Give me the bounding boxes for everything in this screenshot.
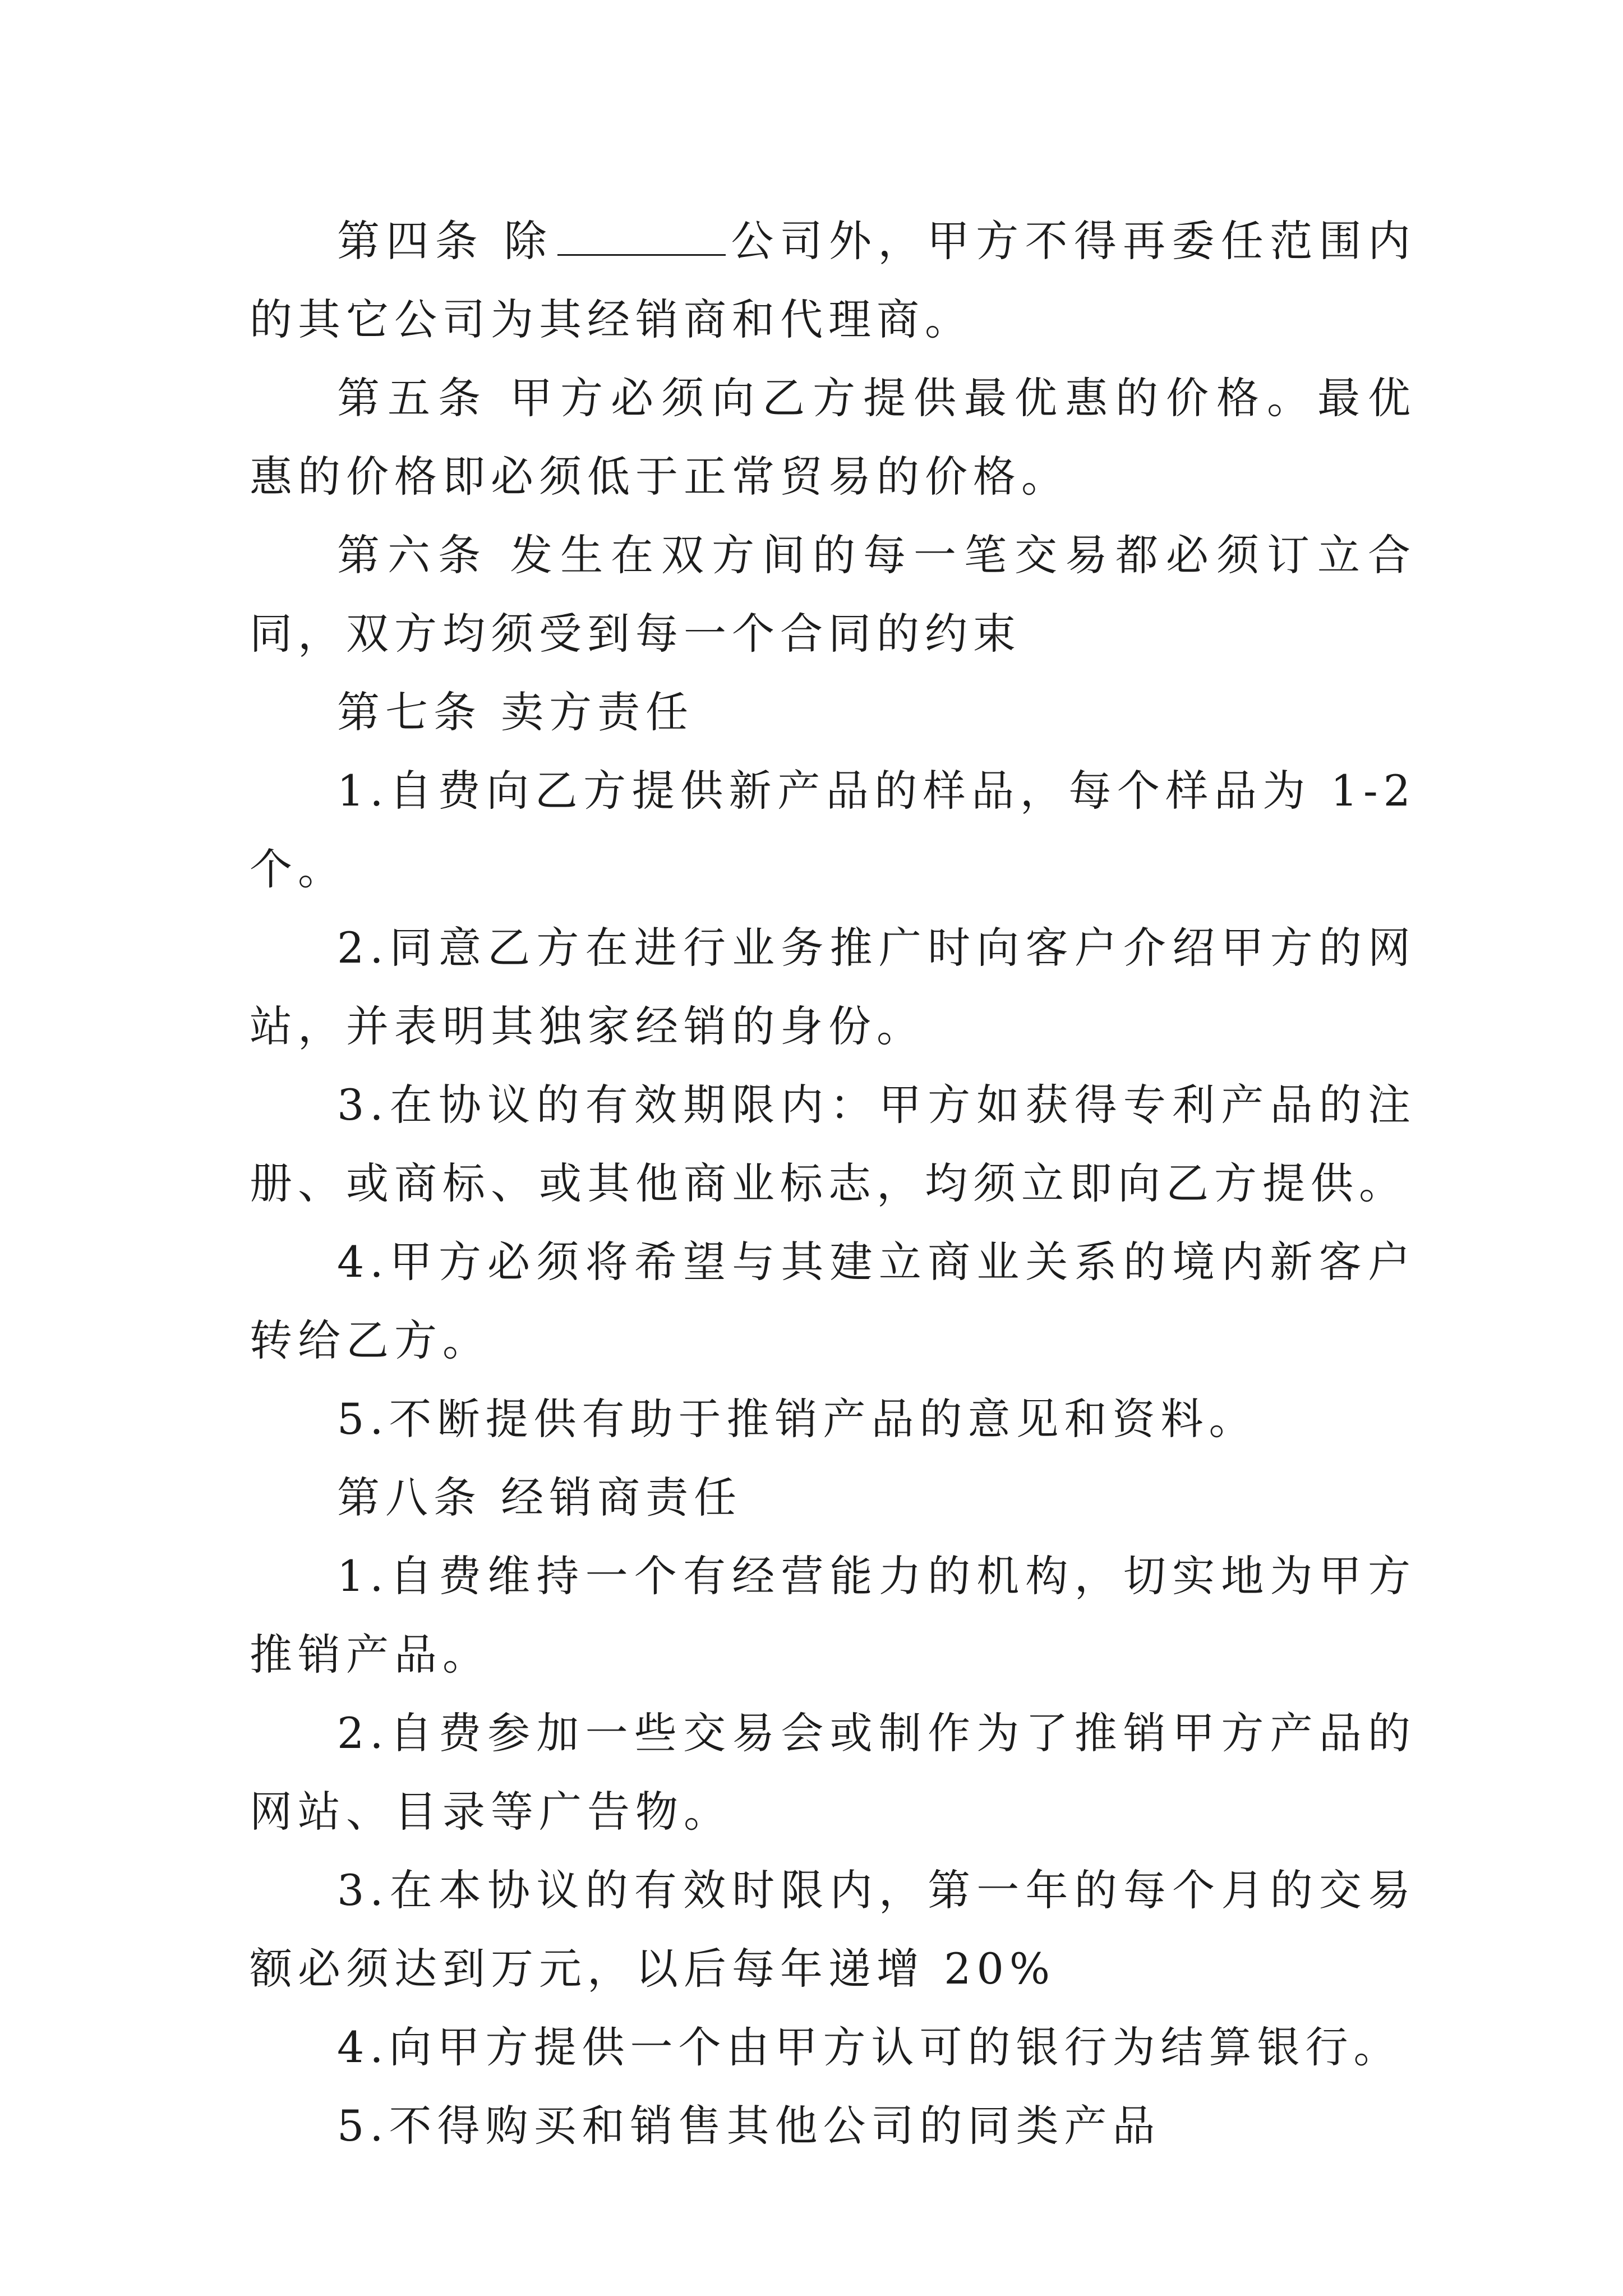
- article-8-item-1: 1.自费维持一个有经营能力的机构，切实地为甲方推销产品。: [250, 1551, 1416, 1680]
- article-8-item-3: 3.在本协议的有效时限内，第一年的每个月的交易额必须达到万元，以后每年递增 20%: [250, 1865, 1416, 1994]
- article-8-item-5: 5.不得购买和销售其他公司的同类产品: [337, 2101, 1161, 2151]
- document-body: [250, 202, 1416, 2165]
- article-7-item-1: 1.自费向乙方提供新产品的样品，每个样品为 1-2 个。: [250, 766, 1416, 894]
- article-8-item-2: 2.自费参加一些交易会或制作为了推销甲方产品的网站、目录等广告物。: [250, 1708, 1416, 1837]
- article-8-title: 第八条 经销商责任: [337, 1473, 743, 1522]
- article-5: 第五条 甲方必须向乙方提供最优惠的价格。最优惠的价格即必须低于正常贸易的价格。: [250, 373, 1416, 501]
- blank-field: [557, 215, 726, 256]
- article-4: [250, 202, 1416, 359]
- article-4-head: 第四条 除: [337, 216, 553, 266]
- article-7-item-4: 4.甲方必须将希望与其建立商业关系的境内新客户转给乙方。: [250, 1237, 1416, 1365]
- article-6: 第六条 发生在双方间的每一笔交易都必须订立合同，双方均须受到每一个合同的约束: [250, 530, 1416, 659]
- article-8-item-4: 4.向甲方提供一个由甲方认可的银行为结算银行。: [337, 2022, 1402, 2072]
- article-7-item-3: 3.在协议的有效期限内：甲方如获得专利产品的注册、或商标、或其他商业标志，均须立即向乙方提供。: [250, 1080, 1416, 1208]
- article-7-item-2: 2.同意乙方在进行业务推广时向客户介绍甲方的网站，并表明其独家经销的身份。: [250, 923, 1416, 1051]
- article-7-title: 第七条 卖方责任: [337, 687, 694, 737]
- article-7-item-5: 5.不断提供有助于推销产品的意见和资料。: [337, 1394, 1257, 1444]
- article-4-tail: 公司外，甲方不得再委任范围内的其它公司为其经销商和代理商。: [250, 216, 1416, 344]
